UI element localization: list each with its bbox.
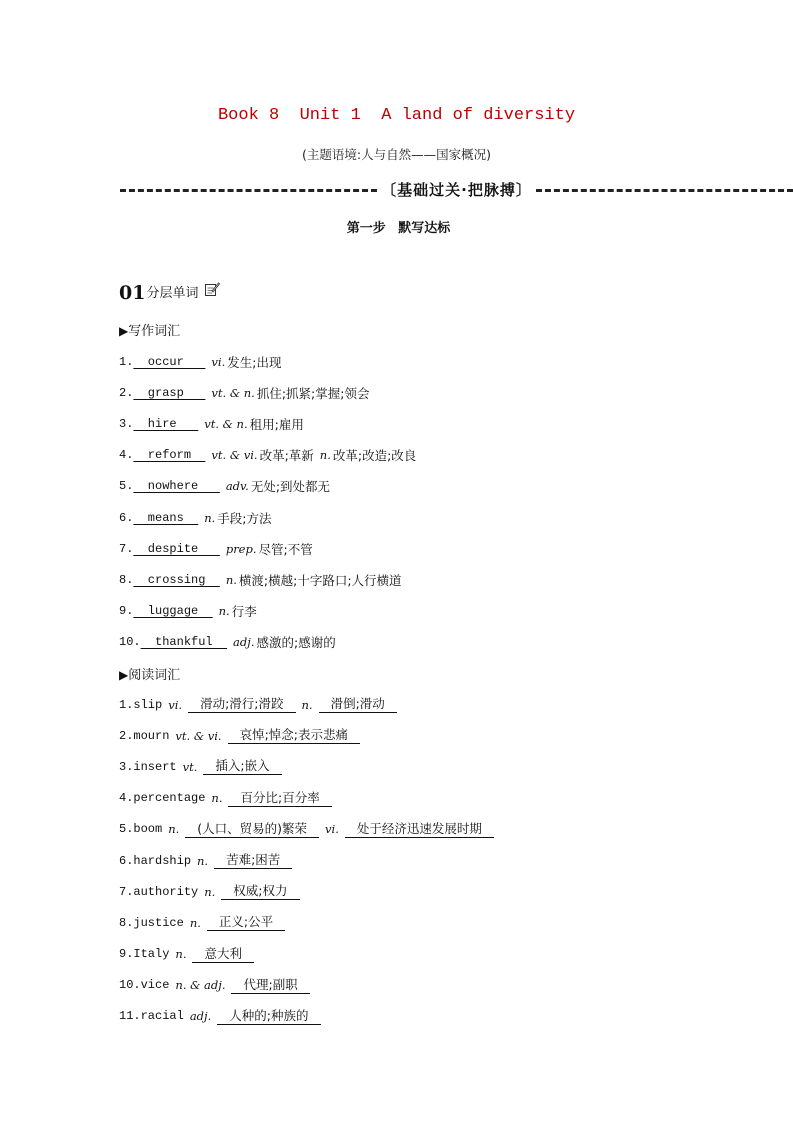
item-number: 5. — [119, 479, 134, 494]
item-number: 6. — [119, 510, 134, 525]
part-of-speech: n. — [301, 697, 313, 712]
list-item — [119, 346, 759, 377]
definition: 感激的;感谢的 — [256, 635, 336, 651]
definition: 横渡;横越;十字路口;人行横道 — [238, 572, 402, 588]
item-number: 11. — [119, 1009, 141, 1024]
vocab-word: boom — [133, 822, 163, 837]
part-of-speech: vt. & vi. — [211, 448, 258, 463]
part-of-speech: n. — [189, 915, 201, 930]
list-item — [119, 627, 759, 658]
list-item — [119, 471, 759, 502]
list-item — [119, 876, 759, 907]
list-item — [119, 751, 759, 782]
list-item — [119, 970, 759, 1001]
part-of-speech: adj. — [233, 635, 255, 650]
item-number: 2. — [119, 385, 134, 400]
left-dash-line — [120, 189, 377, 192]
vocab-word: hardship — [133, 853, 192, 868]
section-divider — [120, 176, 793, 202]
page-title: Book 8 Unit 1 A land of diversity — [217, 106, 576, 125]
section-bar-label: 〔基础过关·把脉搏〕 — [381, 180, 532, 199]
part-of-speech: vt. & vi. — [175, 728, 222, 743]
answer-word: nowhere — [133, 479, 220, 494]
vocab-word: authority — [133, 884, 199, 899]
definition: 手段;方法 — [217, 510, 272, 526]
item-number: 10. — [119, 978, 141, 993]
part-of-speech: vi. — [168, 697, 183, 712]
answer-word: luggage — [133, 604, 213, 619]
definition: 无处;到处都无 — [250, 479, 331, 495]
item-number: 9. — [119, 604, 134, 619]
answer-blank: 滑倒;滑动 — [319, 696, 397, 713]
definition: 改革;改造;改良 — [332, 448, 417, 464]
part-of-speech: n. — [319, 448, 331, 463]
part-of-speech: n. — [197, 853, 209, 868]
reading-subheading — [119, 664, 180, 683]
list-item — [119, 408, 759, 439]
list-item — [119, 440, 759, 471]
list-item — [119, 939, 759, 970]
answer-blank: 代理;副职 — [231, 977, 309, 994]
answer-blank: 苦难;困苦 — [214, 852, 292, 869]
list-item — [119, 845, 759, 876]
answer-blank: 处于经济迅速发展时期 — [345, 821, 494, 838]
right-dash-line — [536, 189, 793, 192]
vocab-word: insert — [133, 759, 177, 774]
answer-blank: 哀悼;悼念;表示悲痛 — [228, 727, 360, 744]
part-of-speech: vt. & n. — [204, 416, 248, 431]
section-number: 01 — [119, 282, 146, 304]
definition: 抓住;抓紧;掌握;领会 — [256, 385, 370, 401]
list-item — [119, 720, 759, 751]
answer-blank: 正义;公平 — [207, 914, 285, 931]
triangle-right-icon: ▶ — [119, 324, 129, 338]
item-number: 3. — [119, 759, 134, 774]
part-of-speech: n. — [211, 791, 223, 806]
vocab-word: Italy — [133, 947, 170, 962]
answer-blank: 意大利 — [192, 946, 254, 963]
part-of-speech: vt. & n. — [211, 385, 255, 400]
answer-word: reform — [133, 448, 206, 463]
item-number: 4. — [119, 791, 134, 806]
definition: 发生;出现 — [227, 354, 282, 370]
answer-word: despite — [133, 541, 220, 556]
list-item — [119, 814, 759, 845]
vocab-word: slip — [133, 697, 163, 712]
item-number: 1. — [119, 354, 134, 369]
part-of-speech: vi. — [325, 822, 339, 837]
list-item — [119, 533, 759, 564]
part-of-speech: vi. — [211, 354, 226, 369]
item-number: 6. — [119, 853, 134, 868]
item-number: 3. — [119, 416, 134, 431]
item-number: 7. — [119, 884, 134, 899]
answer-blank: 权威;权力 — [221, 883, 299, 900]
item-number: 8. — [119, 572, 134, 587]
page-subtitle: (主题语境:人与自然——国家概况) — [302, 147, 491, 162]
part-of-speech: n. & adj. — [175, 978, 226, 993]
part-of-speech: prep. — [225, 541, 257, 556]
item-number: 10. — [119, 635, 141, 650]
answer-word: thankful — [140, 635, 228, 650]
step-heading: 第一步 默写达标 — [346, 221, 451, 236]
item-number: 4. — [119, 448, 134, 463]
part-of-speech: n. — [225, 572, 237, 587]
list-item — [119, 502, 759, 533]
list-item — [119, 564, 759, 595]
reading-heading-label: 阅读词汇 — [128, 668, 181, 683]
answer-blank: 人种的;种族的 — [217, 1008, 320, 1025]
triangle-right-icon: ▶ — [119, 668, 129, 682]
definition: 租用;雇用 — [249, 416, 304, 432]
part-of-speech: n. — [168, 822, 180, 837]
vocab-word: vice — [140, 978, 170, 993]
answer-blank: 滑动;滑行;滑跤 — [188, 696, 295, 713]
list-item — [119, 1001, 759, 1032]
item-number: 8. — [119, 915, 134, 930]
item-number: 2. — [119, 728, 134, 743]
definition: 行李 — [231, 604, 257, 620]
list-item — [119, 596, 759, 627]
answer-word: crossing — [133, 572, 220, 587]
section-heading — [119, 281, 220, 304]
part-of-speech: adj. — [189, 1009, 212, 1024]
writing-vocab-list — [119, 346, 759, 658]
list-item — [119, 689, 759, 720]
vocab-word: justice — [133, 915, 184, 930]
part-of-speech: n. — [204, 510, 216, 525]
list-item — [119, 907, 759, 938]
vocab-word: racial — [140, 1009, 184, 1024]
part-of-speech: adv. — [225, 479, 249, 494]
item-number: 7. — [119, 541, 134, 556]
list-item — [119, 377, 759, 408]
writing-subheading — [119, 320, 180, 339]
answer-word: hire — [133, 416, 199, 431]
vocab-word: mourn — [133, 728, 170, 743]
vocab-word: percentage — [133, 791, 206, 806]
answer-word: grasp — [133, 385, 206, 400]
writing-heading-label: 写作词汇 — [128, 324, 181, 339]
part-of-speech: n. — [218, 604, 230, 619]
answer-word: occur — [133, 354, 206, 369]
answer-word: means — [133, 510, 199, 525]
part-of-speech: vt. — [182, 759, 198, 774]
definition: 尽管;不管 — [258, 541, 313, 557]
answer-blank: 插入;嵌入 — [203, 758, 281, 775]
reading-vocab-list — [119, 689, 759, 1032]
section-title: 分层单词 — [146, 286, 199, 301]
list-item — [119, 783, 759, 814]
item-number: 9. — [119, 947, 134, 962]
item-number: 5. — [119, 822, 134, 837]
part-of-speech: n. — [175, 947, 187, 962]
pencil-paper-icon — [204, 281, 220, 301]
answer-blank: (人口、贸易的)繁荣 — [185, 821, 319, 838]
part-of-speech: n. — [204, 884, 216, 899]
answer-blank: 百分比;百分率 — [228, 790, 331, 807]
item-number: 1. — [119, 697, 134, 712]
definition: 改革;革新 — [259, 448, 314, 464]
